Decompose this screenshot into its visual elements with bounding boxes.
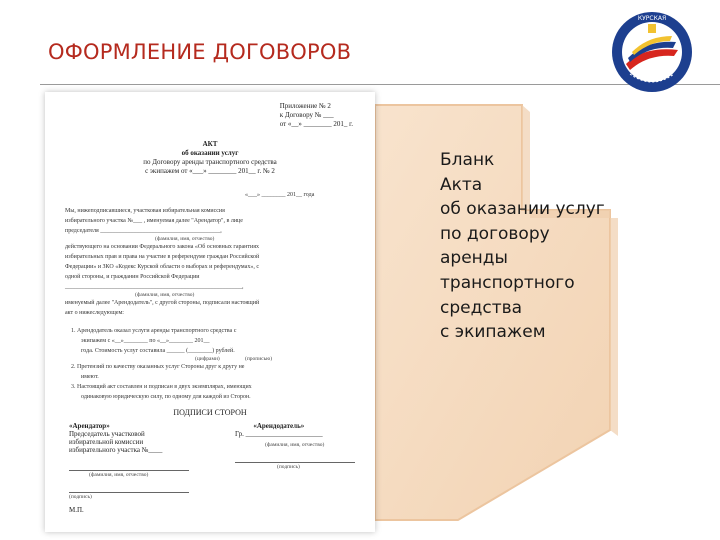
field-hint: (подпись) xyxy=(277,464,300,470)
field-hint: (прописью) xyxy=(245,356,273,362)
landlord-party-block xyxy=(235,422,323,438)
signatures-title: ПОДПИСИ СТОРОН xyxy=(173,408,247,417)
list-line: года. Стоимость услуг составила ______ (________) рублей. xyxy=(81,348,235,354)
list-line: 2. Претензий по качеству оказанных услуг Стороны друг к другу не xyxy=(71,364,245,370)
caption-line: средства xyxy=(440,297,523,318)
caption-line: Бланк xyxy=(440,150,495,170)
tenant-line: избирательного участка №____ xyxy=(69,446,163,454)
caption-line: по договору xyxy=(440,223,550,244)
field-hint: (фамилия, имя, отчество) xyxy=(135,292,195,298)
field-hint: (фамилия, имя, отчество) xyxy=(155,236,215,242)
tenant-line: Председатель участковой xyxy=(69,430,145,438)
act-heading-line: по Договору аренды транспортного средства xyxy=(143,158,277,166)
body-line: действующего на основании Федерального закона «Об основных гарантиях xyxy=(65,244,259,250)
body-line: избирательного участка №___ , именуемая далее "Арендатор", в лице xyxy=(65,218,243,224)
act-heading-line: с экипажем от «___» ________ 201__ г. № 2 xyxy=(145,167,275,175)
appendix-line: Приложение № 2 xyxy=(279,102,331,110)
act-heading-line: об оказании услуг xyxy=(181,149,239,157)
body-line: акт о нижеследующем: xyxy=(65,310,124,316)
landlord-line: Гр. ______________________ xyxy=(235,430,323,438)
stamp-place: М.П. xyxy=(69,506,84,514)
body-line: избирательных прав и права на участие в референдуме граждан Российской xyxy=(65,254,260,260)
landlord-line: «Арендодатель» xyxy=(253,422,305,430)
body-line: Федерации» и ЗКО «Кодекс Курской области о выборах и референдумах», с xyxy=(65,264,260,270)
signature-line xyxy=(69,492,189,493)
tenant-line: избирательной комиссии xyxy=(69,438,144,446)
document-caption xyxy=(440,148,605,345)
act-heading: АКТ xyxy=(202,140,218,148)
list-line: 1. Арендодатель оказал услуги аренды транспортного средства с xyxy=(71,328,237,334)
appendix-line: к Договору № ___ xyxy=(279,110,334,119)
caption-line: об оказании услуг xyxy=(440,199,605,220)
body-line: именуемый далее "Арендодатель", с другой стороны, подписали настоящий xyxy=(65,300,260,306)
caption-line: Акта xyxy=(440,174,483,195)
tenant-line: «Арендатор» xyxy=(69,422,110,430)
caption-line: аренды xyxy=(440,248,508,269)
election-commission-emblem-icon xyxy=(610,10,694,94)
tenant-party-block xyxy=(69,422,162,454)
field-hint: (цифрами) xyxy=(195,356,220,362)
list-line: экипажем с «__»________ по «__»________ 201__ xyxy=(81,338,210,344)
body-line: ___________________________________________________________, xyxy=(65,284,244,290)
field-hint: (фамилия, имя, отчество) xyxy=(265,442,325,448)
list-line: одинаковую юридическую силу, по одному для каждой из Сторон. xyxy=(81,394,251,400)
caption-line: транспортного xyxy=(440,272,575,293)
field-hint: (фамилия, имя, отчество) xyxy=(89,472,149,478)
body-line: Мы, нижеподписавшиеся, участковая избирательная комиссия xyxy=(65,208,225,214)
act-date: «___» ________ 201__ года xyxy=(245,192,315,198)
appendix-block xyxy=(280,102,353,128)
list-line: имеют. xyxy=(81,374,99,380)
act-form-document xyxy=(45,92,375,532)
signature-line xyxy=(69,470,189,471)
body-line: одной стороны, и гражданин Российской Федерации xyxy=(65,274,200,280)
body-line: председателя ________________________________________, xyxy=(65,228,222,234)
svg-text:КУРСКАЯ: КУРСКАЯ xyxy=(637,15,667,22)
caption-line: с экипажем xyxy=(440,322,546,343)
slide-title: ОФОРМЛЕНИЕ ДОГОВОРОВ xyxy=(48,40,352,64)
list-line: 3. Настоящий акт составлен и подписан в двух экземплярах, имеющих xyxy=(71,384,252,390)
field-hint: (подпись) xyxy=(69,494,92,500)
signature-line xyxy=(235,462,355,463)
appendix-line: от «__» ________ 201_ г. xyxy=(279,119,353,128)
